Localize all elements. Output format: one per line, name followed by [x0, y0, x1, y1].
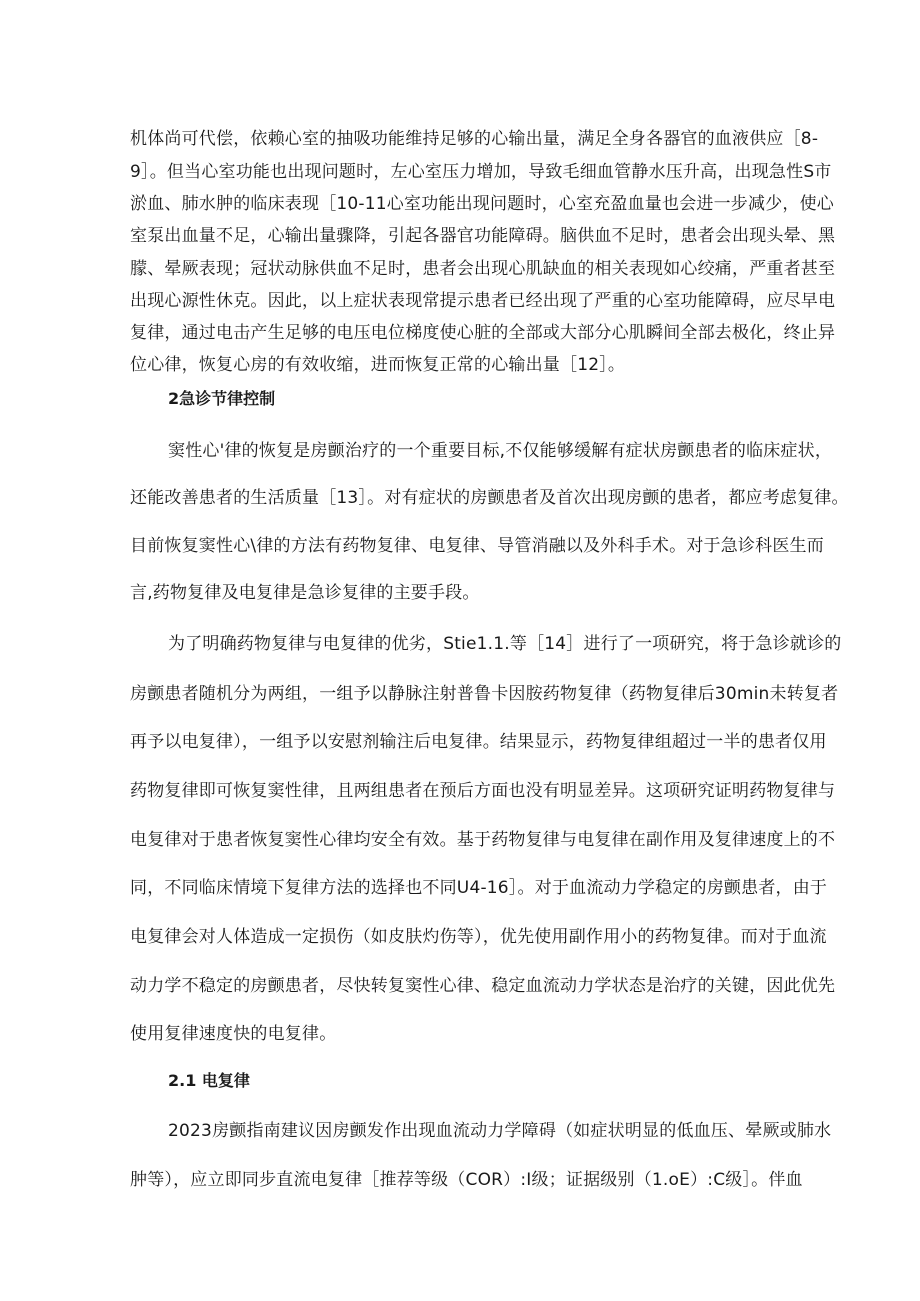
paragraph-3-line: 动力学不稳定的房颤患者，尽快转复窦性心律、稳定血流动力学状态是治疗的关键，因此优先 — [130, 976, 836, 996]
section-2-1-heading: 2.1 电复律 — [168, 1071, 250, 1090]
paragraph-4-line: 2023房颤指南建议因房颤发作出现血流动力学障碍（如症状明显的低血压、晕厥或肺水 — [168, 1121, 832, 1141]
paragraph-1-line: 出现心源性休克。因此，以上症状表现常提示患者已经出现了严重的心室功能障碍，应尽早电 — [130, 291, 836, 311]
paragraph-3-line: 同，不同临床情境下复律方法的选择也不同U4-16］。对于血流动力学稳定的房颤患者，由于 — [130, 878, 828, 898]
paragraph-3-line: 再予以电复律），一组予以安慰剂输注后电复律。结果显示，药物复律组超过一半的患者仅用 — [130, 732, 827, 752]
paragraph-2-line: 窦性心'律的恢复是房颤治疗的一个重要目标,不仅能够缓解有症状房颤患者的临床症状， — [168, 441, 833, 461]
paragraph-3-line: 电复律对于患者恢复窦性心律均安全有效。基于药物复律与电复律在副作用及复律速度上的不 — [130, 830, 836, 850]
paragraph-3-line: 房颤患者随机分为两组，一组予以静脉注射普鲁卡因胺药物复律（药物复律后30min未转复者 — [130, 684, 839, 704]
paragraph-3-line: 药物复律即可恢复窦性律，且两组患者在预后方面也没有明显差异。这项研究证明药物复律与 — [130, 781, 836, 801]
paragraph-1-line: 复律，通过电击产生足够的电压电位梯度使心脏的全部或大部分心肌瞬间全部去极化，终止异 — [130, 323, 836, 343]
paragraph-1-line: 位心律，恢复心房的有效收缩，进而恢复正常的心输出量［12］。 — [130, 355, 626, 375]
paragraph-1-line: 机体尚可代偿，依赖心室的抽吸功能维持足够的心输出量，满足全身各器官的血液供应［8- — [130, 129, 819, 149]
paragraph-2-line: 还能改善患者的生活质量［13］。对有症状的房颤患者及首次出现房颤的患者，都应考虑复律。 — [130, 488, 849, 508]
section-2-heading: 2急诊节律控制 — [168, 389, 276, 408]
paragraph-3-line: 使用复律速度快的电复律。 — [130, 1024, 337, 1044]
paragraph-4-line: 肿等），应立即同步直流电复律［推荐等级（COR）:I级；证据级别（1.oE）:C级］。伴血 — [130, 1170, 803, 1190]
paragraph-1-line: 朦、晕厥表现；冠状动脉供血不足时，患者会出现心肌缺血的相关表现如心绞痛，严重者甚至 — [130, 259, 836, 279]
paragraph-1-line: 9］。但当心室功能也出现问题时，左心室压力增加，导致毛细血管静水压升高，出现急性S市 — [130, 162, 832, 182]
paragraph-3-line: 电复律会对人体造成一定损伤（如皮肤灼伤等），优先使用副作用小的药物复律。而对于血流 — [130, 927, 827, 947]
paragraph-3-line: 为了明确药物复律与电复律的优劣，Stie1.1.等［14］进行了一项研究，将于急诊就诊的 — [168, 634, 842, 654]
paragraph-1-line: 室泵出血量不足，心输出量骤降，引起各器官功能障碍。脑供血不足时，患者会出现头晕、黑 — [130, 226, 836, 246]
paragraph-2-line: 言,药物复律及电复律是急诊复律的主要手段。 — [130, 583, 480, 603]
paragraph-1-line: 淤血、肺水肿的临床表现［10-11心室功能出现问题时，心室充盈血量也会进一步减少，使心 — [130, 194, 834, 214]
paragraph-2-line: 目前恢复窦性心\律的方法有药物复律、电复律、导管消融以及外科手术。对于急诊科医生而 — [130, 536, 824, 556]
